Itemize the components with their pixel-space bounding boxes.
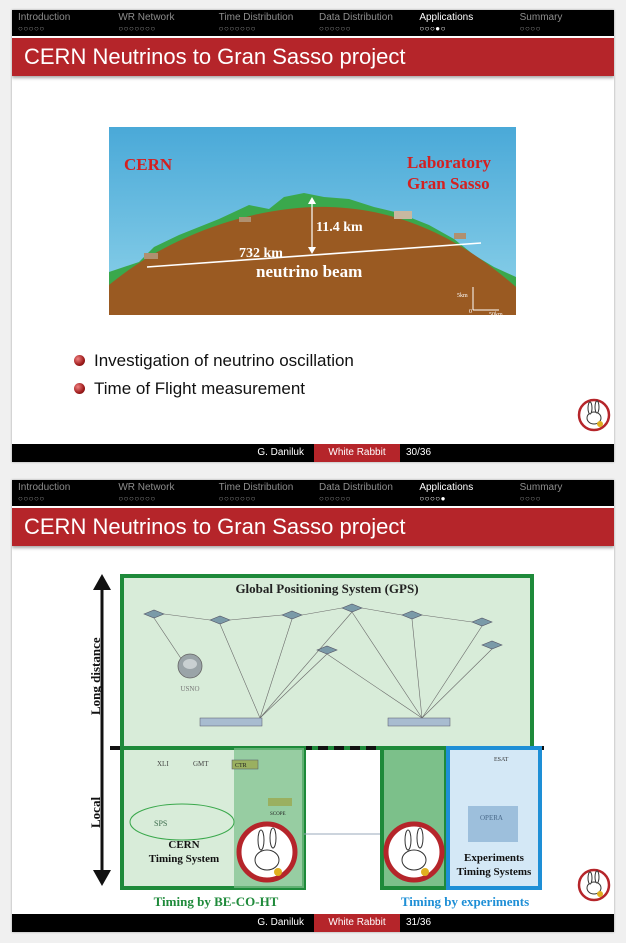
title-bar bbox=[12, 508, 614, 546]
nav-introduction[interactable] bbox=[12, 10, 112, 36]
section-nav bbox=[12, 480, 614, 506]
footer-page: 31/36 bbox=[400, 914, 614, 932]
list-item bbox=[74, 375, 354, 403]
timing-exp-label: Timing by experiments bbox=[400, 894, 530, 909]
section-nav bbox=[12, 10, 614, 36]
local-label: Local bbox=[88, 796, 103, 828]
nav-dots[interactable]: ○○○○○○○ bbox=[118, 24, 156, 33]
sps-label: SPS bbox=[154, 819, 168, 828]
footer-project: White Rabbit bbox=[314, 914, 400, 932]
nav-time-distribution[interactable] bbox=[213, 480, 313, 506]
bullet-text: Investigation of neutrino oscillation bbox=[94, 351, 354, 370]
nav-introduction[interactable] bbox=[12, 480, 112, 506]
nav-dots[interactable]: ○○○○ bbox=[519, 494, 541, 503]
list-item bbox=[74, 347, 354, 375]
timing-system-diagram bbox=[82, 570, 552, 910]
bullet-text: Time of Flight measurement bbox=[94, 379, 305, 398]
scope-label: SCOPE bbox=[270, 812, 286, 817]
nav-label: Time Distribution bbox=[218, 482, 294, 493]
footer bbox=[12, 914, 614, 932]
nav-label: Summary bbox=[519, 12, 563, 23]
nav-label: Time Distribution bbox=[218, 12, 294, 23]
nav-label: Applications bbox=[419, 482, 474, 493]
footer bbox=[12, 444, 614, 462]
cern-timing-line2: Timing System bbox=[148, 853, 220, 865]
beam-label: neutrino beam bbox=[256, 262, 363, 281]
esat-label: ESAT bbox=[494, 757, 509, 763]
nav-dots[interactable]: ○○○○○○○ bbox=[218, 24, 256, 33]
cern-label: CERN bbox=[124, 155, 173, 174]
bullet-icon bbox=[74, 355, 85, 366]
scale-vertical-label: 5km bbox=[457, 293, 468, 299]
title-bar bbox=[12, 38, 614, 76]
lab-label-line1: Laboratory bbox=[407, 153, 492, 172]
nav-dots[interactable]: ○○○○○ bbox=[18, 494, 45, 503]
exp-timing-line2: Timing Systems bbox=[456, 866, 532, 878]
slide-31 bbox=[12, 480, 614, 932]
nav-applications[interactable] bbox=[413, 480, 513, 506]
nav-data-distribution[interactable] bbox=[313, 10, 413, 36]
footer-author: G. Daniluk bbox=[12, 914, 314, 932]
slide-title: CERN Neutrinos to Gran Sasso project bbox=[24, 44, 406, 69]
nav-label: Data Distribution bbox=[318, 12, 393, 23]
gmt-label: GMT bbox=[193, 760, 209, 768]
usno-label: USNO bbox=[180, 685, 200, 693]
white-rabbit-logo bbox=[577, 398, 611, 432]
nav-wr-network[interactable] bbox=[112, 480, 212, 506]
scale-horizontal-label: 50km bbox=[489, 312, 503, 315]
nav-data-distribution[interactable] bbox=[313, 480, 413, 506]
xli-label: XLI bbox=[157, 760, 169, 768]
footer-page: 30/36 bbox=[400, 444, 614, 462]
nav-dots[interactable]: ○○○○● bbox=[419, 494, 446, 503]
nav-dots[interactable]: ○○○○○○ bbox=[318, 494, 351, 503]
neutrino-beam-diagram bbox=[109, 127, 516, 315]
opera-label: OPERA bbox=[480, 814, 503, 822]
long-distance-label: Long distance bbox=[88, 637, 103, 715]
nav-summary[interactable] bbox=[514, 10, 614, 36]
bullet-icon bbox=[74, 383, 85, 394]
nav-label: Data Distribution bbox=[318, 482, 393, 493]
scale-zero-label: 0 bbox=[469, 309, 472, 315]
nav-dots[interactable]: ○○○●○ bbox=[419, 24, 446, 33]
nav-label: Summary bbox=[519, 482, 563, 493]
nav-applications[interactable] bbox=[413, 10, 513, 36]
nav-dots[interactable]: ○○○○○○○ bbox=[118, 494, 156, 503]
exp-timing-line1: Experiments bbox=[464, 852, 524, 864]
nav-dots[interactable]: ○○○○○○ bbox=[318, 24, 351, 33]
nav-wr-network[interactable] bbox=[112, 10, 212, 36]
nav-time-distribution[interactable] bbox=[213, 10, 313, 36]
bullet-list bbox=[74, 347, 354, 403]
nav-dots[interactable]: ○○○○ bbox=[519, 24, 541, 33]
gps-label: Global Positioning System (GPS) bbox=[235, 581, 419, 596]
timing-be-label: Timing by BE-CO-HT bbox=[153, 894, 279, 909]
nav-label: Introduction bbox=[18, 482, 71, 493]
distance-label: 732 km bbox=[239, 246, 283, 261]
slide-30 bbox=[12, 10, 614, 462]
depth-label: 11.4 km bbox=[316, 220, 363, 235]
slide-title: CERN Neutrinos to Gran Sasso project bbox=[24, 514, 406, 539]
nav-label: WR Network bbox=[118, 12, 175, 23]
nav-label: Applications bbox=[419, 12, 474, 23]
footer-author: G. Daniluk bbox=[12, 444, 314, 462]
nav-dots[interactable]: ○○○○○○○ bbox=[218, 494, 256, 503]
nav-dots[interactable]: ○○○○○ bbox=[18, 24, 45, 33]
lab-label-line2: Gran Sasso bbox=[407, 174, 490, 193]
nav-summary[interactable] bbox=[514, 480, 614, 506]
footer-project: White Rabbit bbox=[314, 444, 400, 462]
white-rabbit-logo bbox=[577, 868, 611, 902]
nav-label: Introduction bbox=[18, 12, 71, 23]
ctr-label: CTR bbox=[235, 763, 247, 769]
cern-timing-line1: CERN bbox=[168, 839, 200, 851]
nav-label: WR Network bbox=[118, 482, 175, 493]
